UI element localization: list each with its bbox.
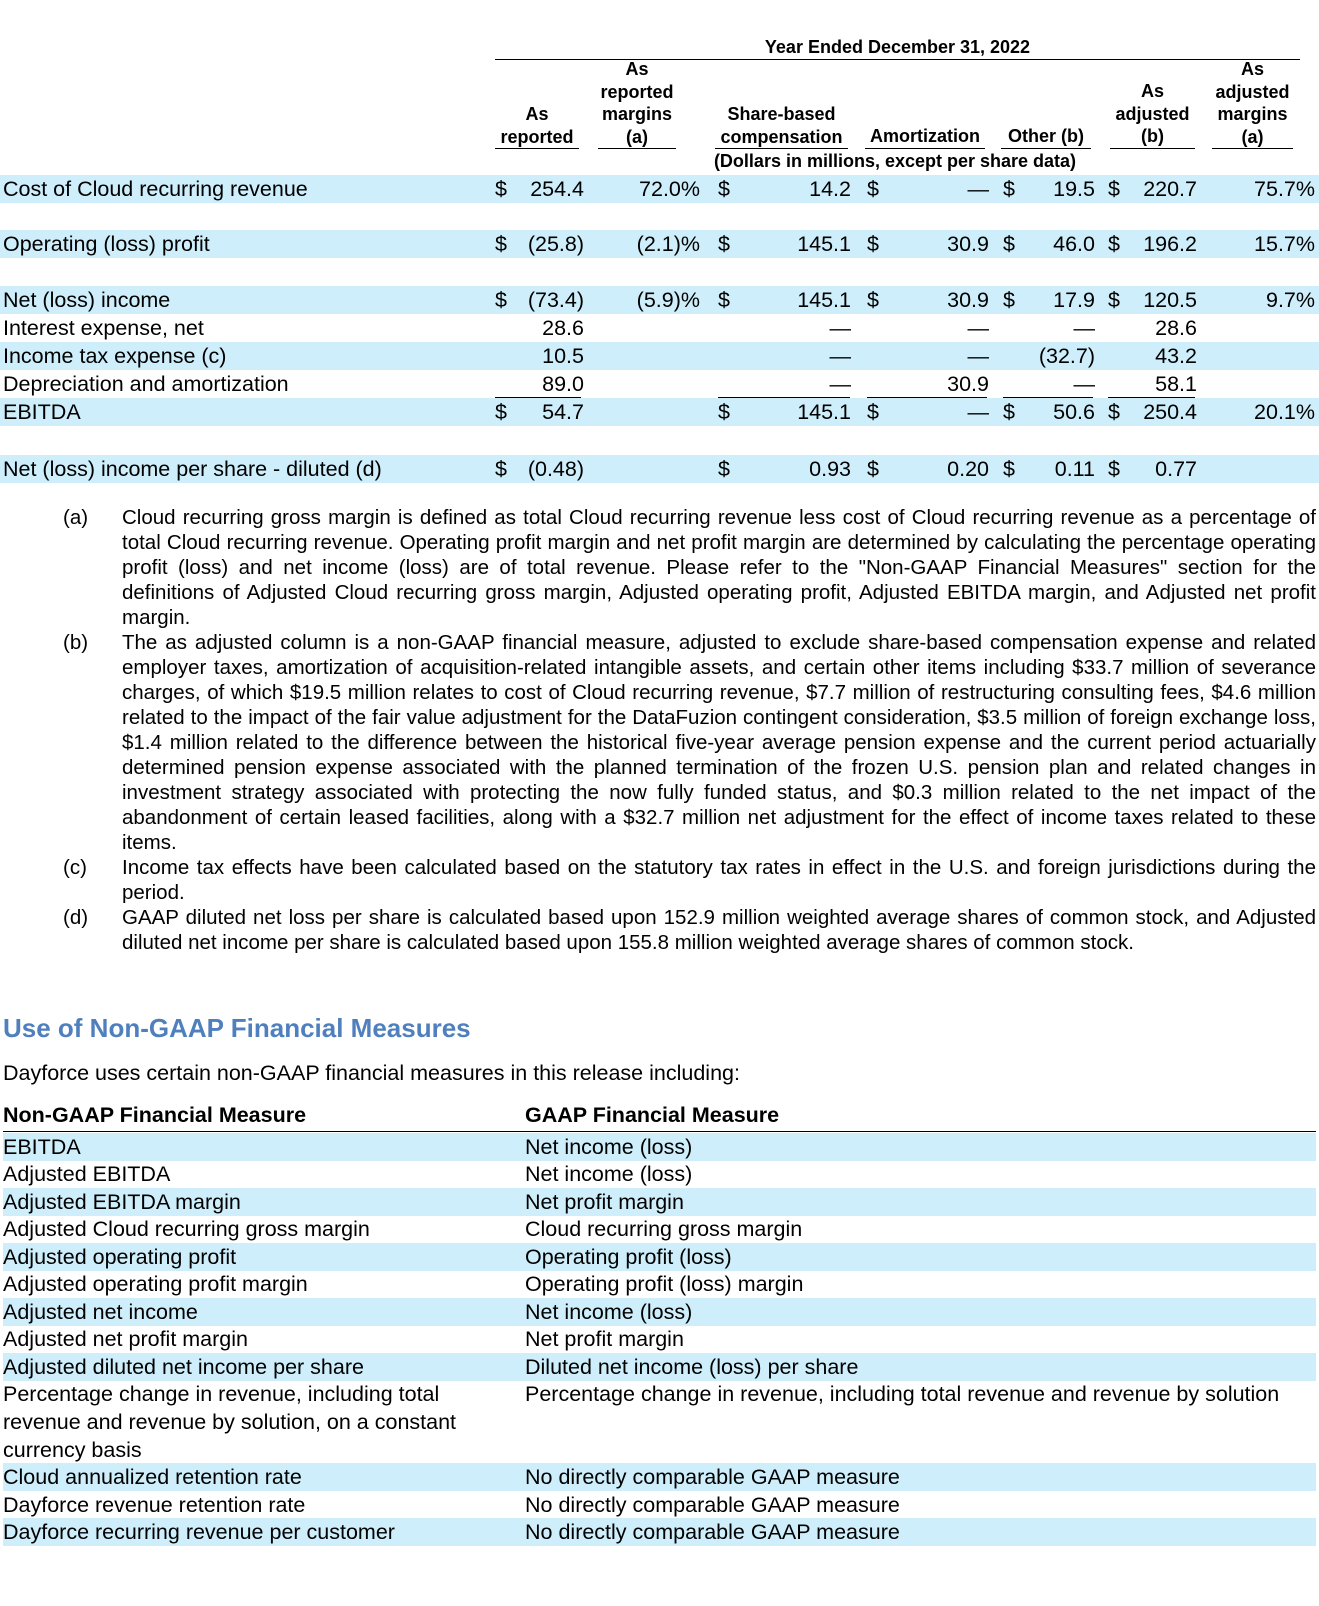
cell-sbc-dollar: $ [718, 457, 730, 481]
cell-other: 17.9 [1053, 288, 1095, 312]
cell-adj-dollar: $ [1108, 400, 1120, 424]
cell-sbc: 0.93 [809, 457, 851, 481]
cell-rep-margin [590, 342, 700, 370]
cell-adj-dollar: $ [1108, 288, 1120, 312]
row-label: Cost of Cloud recurring revenue [3, 177, 308, 201]
cell-rep-dollar: $ [495, 232, 507, 256]
col-header-share-based-compensation [715, 103, 848, 149]
row-label: Net (loss) income [3, 288, 171, 312]
col-header-line: As [525, 104, 549, 124]
cell-rep-dollar: $ [495, 177, 507, 201]
gaap-measure: Diluted net income (loss) per share [525, 1355, 859, 1379]
cell-adj: 196.2 [1143, 232, 1197, 256]
cell-other-dollar [1003, 370, 1023, 398]
unit-note: (Dollars in millions, except per share data) [713, 151, 1077, 171]
table-row [0, 286, 1319, 314]
cell-rep-margin [590, 398, 700, 426]
col-header-line: reported [600, 81, 674, 102]
measure-row [3, 1298, 1316, 1326]
non-gaap-measure: Dayforce revenue retention rate [3, 1493, 306, 1517]
cell-rep: 89.0 [542, 372, 584, 396]
section-title: Use of Non-GAAP Financial Measures [3, 1013, 471, 1043]
measure-row [3, 1380, 1316, 1464]
cell-amort: 30.9 [947, 288, 989, 312]
subtotal-rule-share-based [718, 397, 850, 398]
col-header-line: As [1240, 59, 1264, 79]
cell-rep-margin: 72.0% [639, 177, 700, 201]
row-label: Interest expense, net [3, 316, 204, 340]
cell-amort-dollar: $ [867, 177, 879, 201]
cell-sbc-dollar: $ [718, 232, 730, 256]
cell-adj: 0.77 [1155, 457, 1197, 481]
table-row [0, 370, 1319, 398]
cell-amort: 30.9 [947, 372, 989, 396]
cell-rep: (0.48) [527, 457, 584, 481]
cell-amort-dollar: $ [867, 232, 879, 256]
cell-adj: 28.6 [1155, 316, 1197, 340]
col-header-as-reported-margins [598, 58, 676, 149]
period-header: Year Ended December 31, 2022 [764, 37, 1031, 57]
cell-sbc-dollar: $ [718, 400, 730, 424]
financial-table [0, 0, 1319, 485]
col-header-line: Amortization [870, 126, 980, 146]
row-label: Operating (loss) profit [3, 232, 210, 256]
footnote-mark: (a) [63, 506, 89, 529]
cell-other-dollar [1003, 342, 1023, 370]
measure-col-header-non-gaap: Non-GAAP Financial Measure [3, 1103, 307, 1127]
footnote-mark: (d) [63, 906, 89, 929]
cell-rep-margin [590, 455, 700, 483]
subtotal-rule-as-reported [495, 397, 581, 398]
cell-rep: 54.7 [542, 400, 584, 424]
gaap-measure: No directly comparable GAAP measure [525, 1493, 900, 1517]
table-row [0, 230, 1319, 258]
cell-amort-dollar: $ [867, 400, 879, 424]
table-row [0, 455, 1319, 483]
col-header-line: adjusted [1215, 81, 1290, 102]
measure-row [3, 1215, 1316, 1243]
col-header-line: reported [500, 126, 574, 147]
gaap-measure: Percentage change in revenue, including total revenue and revenue by solution [525, 1382, 1280, 1406]
cell-other-dollar [1003, 314, 1023, 342]
cell-sbc-dollar [718, 370, 738, 398]
col-header-line: margins [1217, 104, 1288, 124]
col-header-line: (a) [1241, 126, 1264, 147]
cell-other: (32.7) [1038, 344, 1095, 368]
gaap-measure: Net income (loss) [525, 1300, 693, 1324]
cell-adj-margin: 15.7% [1254, 232, 1315, 256]
col-header-as-adjusted-margins [1212, 58, 1293, 149]
cell-adj-margin: 9.7% [1265, 288, 1315, 312]
col-header-line: adjusted [1115, 103, 1190, 124]
table-row [0, 314, 1319, 342]
cell-other-dollar: $ [1003, 232, 1015, 256]
gaap-measure: Net profit margin [525, 1190, 684, 1214]
gaap-measure: Net income (loss) [525, 1135, 693, 1159]
cell-adj-margin [1205, 342, 1315, 370]
cell-adj: 120.5 [1143, 288, 1197, 312]
cell-other-dollar: $ [1003, 457, 1015, 481]
cell-other: 0.11 [1054, 457, 1095, 481]
non-gaap-measure: Adjusted Cloud recurring gross margin [3, 1217, 370, 1241]
non-gaap-measure: Adjusted EBITDA [3, 1162, 171, 1186]
cell-amort-dollar [867, 342, 887, 370]
non-gaap-measure: Adjusted net income [3, 1300, 198, 1324]
col-header-line: (b) [1141, 126, 1164, 146]
cell-rep-dollar: $ [495, 400, 507, 424]
measure-row [3, 1160, 1316, 1188]
cell-rep: (25.8) [527, 232, 584, 256]
cell-amort: 30.9 [947, 232, 989, 256]
cell-other-dollar: $ [1003, 400, 1015, 424]
footnote-text: The as adjusted column is a non-GAAP financial measure, adjusted to exclude share-based compensation expense and related employer taxes, amortization of acquisition-related intangible assets, and certain other items including $33.7 million of severance charges, of which $19.5 million relates to cost of Cloud recurring revenue, $7.7 million of restructuring consulting fees, $4.6 million related to the impact of the fair value adjustment for the DataFuzion contingent consideration, $3.5 million of foreign exchange loss, $1.4 million related to the difference between the historical five-year average pension expense and the current period actuarially determined pension expense associated with the planned termination of the frozen U.S. pension plan and related changes in investment strategy associated with protecting the now fully funded status, and $0.3 million related to the net impact of the abandonment of certain leased facilities, along with a $32.7 million net adjustment for the effect of income taxes related to these items. [122, 631, 1316, 854]
row-label: Depreciation and amortization [3, 372, 289, 396]
cell-amort: — [967, 344, 989, 368]
non-gaap-measure: Adjusted EBITDA margin [3, 1190, 241, 1214]
col-header-line: compensation [720, 126, 843, 147]
measure-col-header-gaap: GAAP Financial Measure [525, 1103, 780, 1127]
row-label: EBITDA [3, 400, 81, 424]
non-gaap-measure: Percentage change in revenue, including total revenue and revenue by solution, on a constant currency basis [3, 1382, 457, 1462]
gaap-measure: Operating profit (loss) margin [525, 1272, 804, 1296]
cell-adj: 58.1 [1155, 372, 1197, 396]
row-label: Income tax expense (c) [3, 344, 227, 368]
cell-sbc: 14.2 [809, 177, 851, 201]
footnote-text: Cloud recurring gross margin is defined as total Cloud recurring revenue less cost of Cloud recurring revenue as a percentage of total Cloud recurring revenue. Operating profit margin and net profit margin are determined by calculating the percentage operating profit (loss) and net income (loss) are of total revenue. Please refer to the "Non-GAAP Financial Measures" section for the definitions of Adjusted Cloud recurring gross margin, Adjusted operating profit, Adjusted EBITDA margin, and Adjusted net profit margin. [122, 506, 1316, 629]
cell-rep-margin [590, 370, 700, 398]
measure-row [3, 1243, 1316, 1271]
cell-other: — [1073, 316, 1095, 340]
cell-adj: 43.2 [1155, 344, 1197, 368]
footnote-mark: (c) [63, 856, 87, 879]
cell-rep: 10.5 [542, 344, 584, 368]
cell-sbc-dollar [718, 314, 738, 342]
cell-adj-margin [1205, 370, 1315, 398]
cell-sbc: — [829, 344, 851, 368]
subtotal-rule-as-adjusted [1108, 397, 1195, 398]
cell-adj-margin [1205, 455, 1315, 483]
cell-sbc-dollar: $ [718, 288, 730, 312]
non-gaap-measure: Adjusted operating profit margin [3, 1272, 308, 1296]
footnote-mark: (b) [63, 631, 89, 654]
col-header-as-reported [495, 103, 579, 149]
cell-adj-margin: 20.1% [1254, 400, 1315, 424]
cell-adj-margin: 75.7% [1254, 177, 1315, 201]
measure-row [3, 1325, 1316, 1353]
cell-rep-dollar: $ [495, 288, 507, 312]
measure-row [3, 1188, 1316, 1216]
cell-rep: 254.4 [530, 177, 584, 201]
table-row [0, 175, 1319, 203]
non-gaap-measure: EBITDA [3, 1135, 81, 1159]
col-header-line: Share-based [727, 104, 836, 124]
cell-amort: 0.20 [947, 457, 989, 481]
non-gaap-measure: Adjusted diluted net income per share [3, 1355, 364, 1379]
cell-sbc-dollar: $ [718, 177, 730, 201]
cell-amort: — [967, 400, 989, 424]
cell-other: — [1073, 372, 1095, 396]
cell-other-dollar: $ [1003, 177, 1015, 201]
cell-adj: 220.7 [1143, 177, 1197, 201]
measure-row [3, 1491, 1316, 1519]
subtotal-rule-other [1003, 397, 1093, 398]
cell-adj-margin [1205, 314, 1315, 342]
cell-rep-dollar: $ [495, 457, 507, 481]
cell-amort-dollar [867, 314, 887, 342]
col-header-as-adjusted [1110, 80, 1195, 149]
cell-other: 50.6 [1053, 400, 1095, 424]
cell-other-dollar: $ [1003, 288, 1015, 312]
non-gaap-measure: Adjusted operating profit [3, 1245, 237, 1269]
cell-adj-dollar: $ [1108, 457, 1120, 481]
cell-sbc: 145.1 [797, 400, 851, 424]
cell-sbc: 145.1 [797, 288, 851, 312]
cell-amort-dollar: $ [867, 288, 879, 312]
table-row [0, 398, 1319, 426]
cell-amort-dollar [867, 370, 887, 398]
measure-row [3, 1270, 1316, 1298]
gaap-measure: Net income (loss) [525, 1162, 693, 1186]
cell-amort-dollar: $ [867, 457, 879, 481]
cell-amort: — [967, 177, 989, 201]
section-intro: Dayforce uses certain non-GAAP financial measures in this release including: [3, 1061, 740, 1085]
cell-sbc: — [829, 316, 851, 340]
measure-row [3, 1463, 1316, 1491]
cell-sbc: 145.1 [797, 232, 851, 256]
cell-sbc-dollar [718, 342, 738, 370]
subtotal-rule-amortization [867, 397, 987, 398]
cell-rep-margin: (5.9)% [636, 288, 700, 312]
cell-adj-dollar: $ [1108, 232, 1120, 256]
gaap-measure: Net profit margin [525, 1327, 684, 1351]
footnote-text: Income tax effects have been calculated based on the statutory tax rates in effect in the U.S. and foreign jurisdictions during the period. [122, 856, 1316, 904]
cell-other: 19.5 [1053, 177, 1095, 201]
cell-amort: — [967, 316, 989, 340]
cell-rep: 28.6 [542, 316, 584, 340]
measure-header-rule [3, 1131, 1316, 1132]
cell-rep-margin: (2.1)% [636, 232, 700, 256]
col-header-amortization [865, 125, 985, 149]
cell-rep: (73.4) [527, 288, 584, 312]
non-gaap-measure: Dayforce recurring revenue per customer [3, 1520, 395, 1544]
measure-row [3, 1133, 1316, 1161]
col-header-line: margins [601, 104, 673, 124]
cell-adj: 250.4 [1143, 400, 1197, 424]
footnote-text: GAAP diluted net loss per share is calculated based upon 152.9 million weighted average shares of common stock, and Adjusted diluted net income per share is calculated based upon 155.8 million weighted average shares of common stock. [122, 906, 1316, 954]
table-row [0, 342, 1319, 370]
row-label: Net (loss) income per share - diluted (d) [3, 457, 382, 481]
non-gaap-measure: Adjusted net profit margin [3, 1327, 248, 1351]
cell-rep-margin [590, 314, 700, 342]
non-gaap-measure: Cloud annualized retention rate [3, 1465, 302, 1489]
gaap-measure: Cloud recurring gross margin [525, 1217, 803, 1241]
col-header-line: As [625, 59, 649, 79]
measure-row [3, 1518, 1316, 1546]
col-header-line: Other (b) [1008, 126, 1084, 146]
cell-sbc: — [829, 372, 851, 396]
col-header-line: (a) [626, 126, 648, 147]
col-header-line: As [1140, 81, 1164, 101]
measure-row [3, 1353, 1316, 1381]
gaap-measure: No directly comparable GAAP measure [525, 1520, 900, 1544]
gaap-measure: Operating profit (loss) [525, 1245, 732, 1269]
cell-adj-dollar: $ [1108, 177, 1120, 201]
col-header-other [1001, 125, 1091, 149]
cell-other: 46.0 [1053, 232, 1095, 256]
gaap-measure: No directly comparable GAAP measure [525, 1465, 900, 1489]
